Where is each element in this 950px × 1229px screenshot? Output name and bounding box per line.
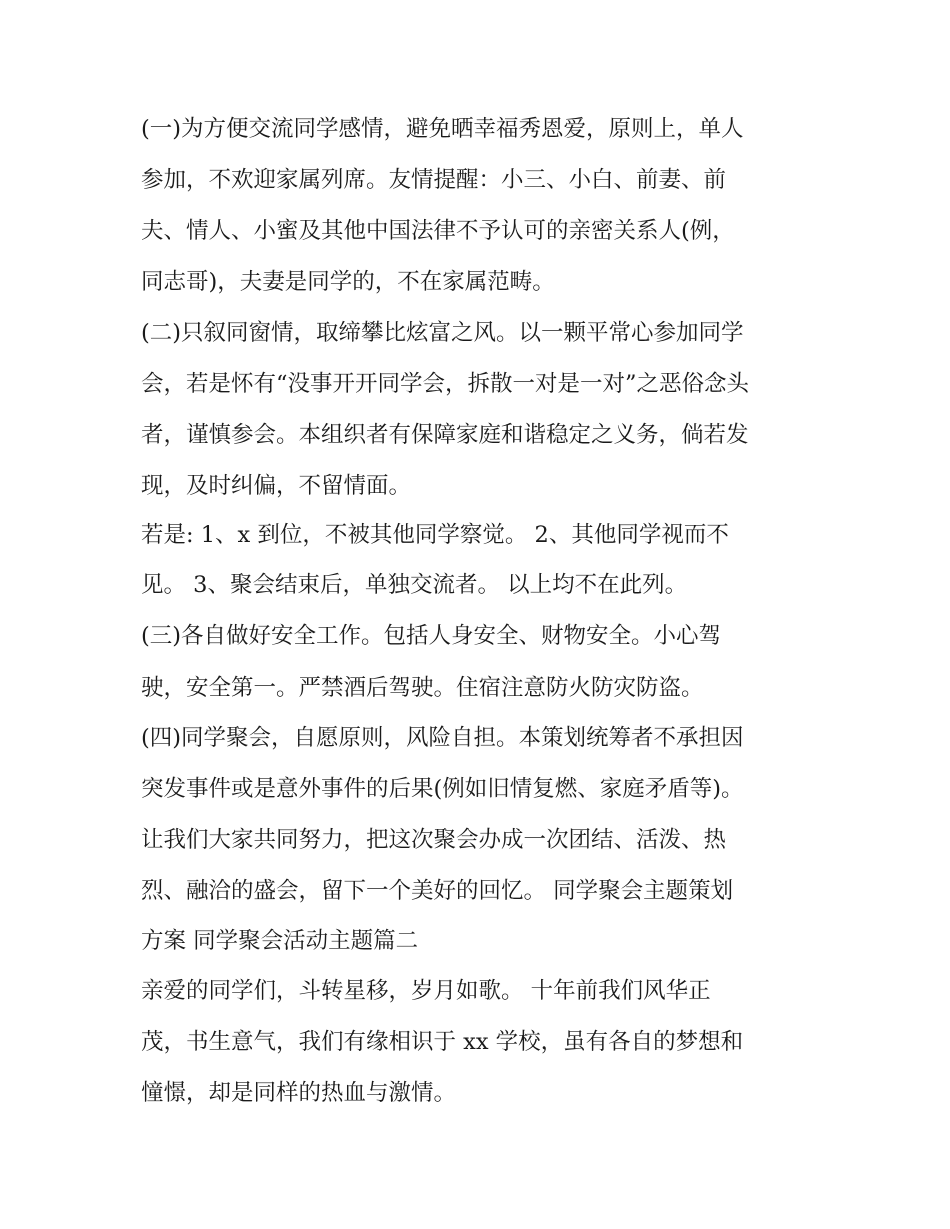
text-line: 会，若是怀有“没事开开同学会，拆散一对是一对”之恶俗念头	[141, 371, 750, 397]
text-line: 烈、融洽的盛会，留下一个美好的回忆。 同学聚会主题策划	[141, 878, 734, 904]
text-line: 同志哥)，夫妻是同学的，不在家属范畴。	[141, 269, 555, 295]
text-line: (四)同学聚会，自愿原则，风险自担。本策划统筹者不承担因	[141, 725, 744, 751]
text-line: 让我们大家共同努力，把这次聚会办成一次团结、活泼、热	[141, 827, 727, 853]
text-line: (一)为方便交流同学感情，避免晒幸福秀恩爱，原则上，单人	[141, 116, 744, 142]
text-line: 突发事件或是意外事件的后果(例如旧情复燃、家庭矛盾等)。	[141, 776, 744, 802]
text-line: 见。 3、聚会结束后，单独交流者。 以上均不在此列。	[141, 572, 688, 598]
text-line: (二)只叙同窗情，取缔攀比炫富之风。以一颗平常心参加同学	[141, 320, 744, 346]
text-line: 若是: 1、x 到位，不被其他同学察觉。 2、其他同学视而不	[141, 522, 729, 548]
text-line: 者，谨慎参会。本组织者有保障家庭和谐稳定之义务，倘若发	[141, 422, 749, 448]
text-line: 驶，安全第一。严禁酒后驾驶。住宿注意防火防灾防盗。	[141, 675, 704, 701]
text-line: 亲爱的同学们，斗转星移，岁月如歌。 十年前我们风华正	[141, 978, 711, 1004]
text-line: (三)各自做好安全工作。包括人身安全、财物安全。小心驾	[141, 623, 722, 649]
text-line: 茂，书生意气，我们有缘相识于 xx 学校，虽有各自的梦想和	[141, 1029, 744, 1055]
text-line: 夫、情人、小蜜及其他中国法律不予认可的亲密关系人(例，	[141, 218, 735, 244]
text-line: 憧憬，却是同样的热血与激情。	[141, 1080, 457, 1106]
text-line: 现，及时纠偏，不留情面。	[141, 473, 412, 499]
text-line: 方案 同学聚会活动主题篇二	[141, 928, 419, 954]
text-line: 参加，不欢迎家属列席。友情提醒：小三、小白、前妻、前	[141, 167, 727, 193]
